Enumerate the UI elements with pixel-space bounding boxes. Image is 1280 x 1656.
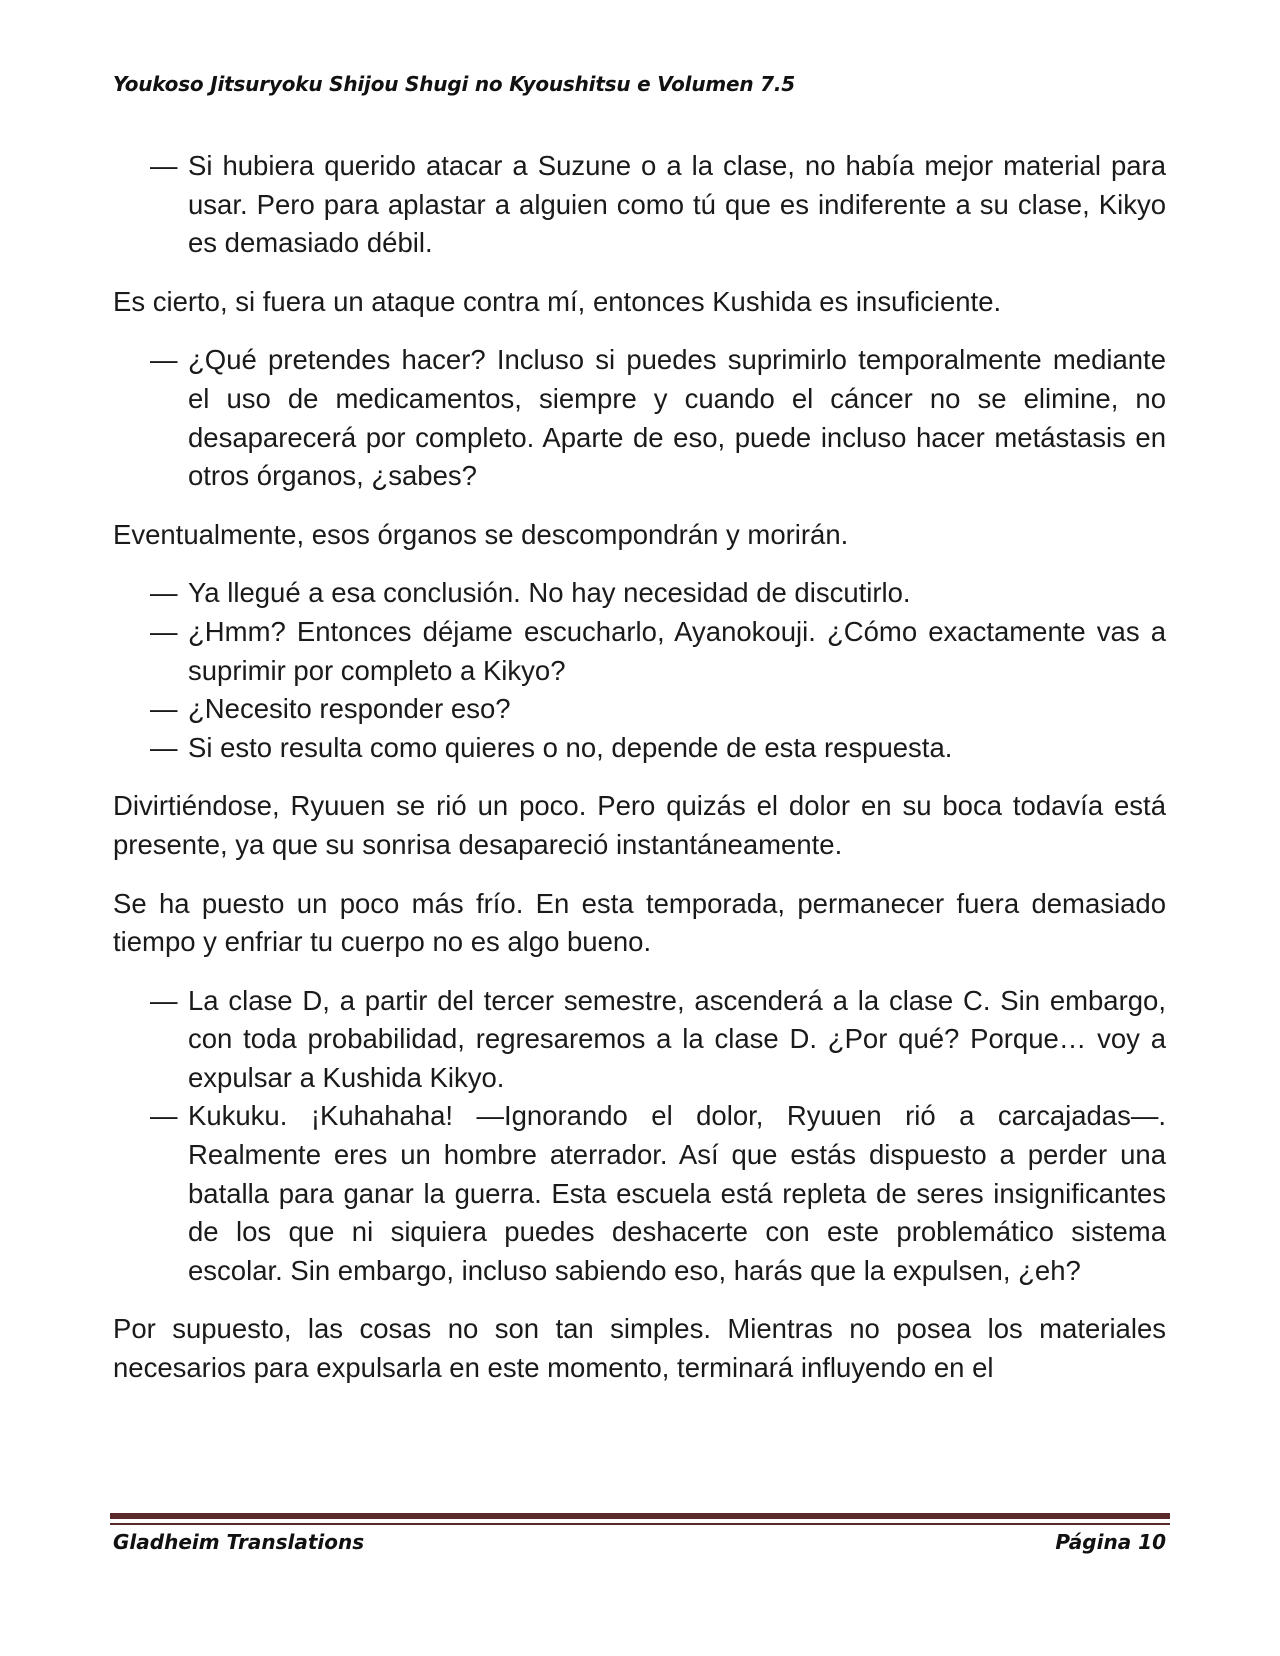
dialogue-text: La clase D, a partir del tercer semestre, ascenderá a la clase C. Sin embargo, con toda probabilidad, regresaremos a la clase D. ¿Por qué? Porque… voy a expulsar a Kushida Kikyo. (188, 984, 1166, 1093)
running-header: Youkoso Jitsuryoku Shijou Shugi no Kyoushitsu e Volumen 7.5 (113, 72, 795, 96)
dialogue-group (113, 341, 1166, 495)
dialogue-line (113, 574, 1166, 613)
dialogue-text: ¿Hmm? Entonces déjame escucharlo, Ayanokouji. ¿Cómo exactamente vas a suprimir por completo a Kikyo? (188, 615, 1166, 686)
em-dash: — (150, 1100, 178, 1132)
narration-paragraph: Por supuesto, las cosas no son tan simples. Mientras no posea los materiales necesarios para expulsarla en este momento, terminará influyendo en el (113, 1313, 1166, 1384)
dialogue-group (113, 147, 1166, 263)
dialogue-line (113, 729, 1166, 768)
footer-divider (110, 1513, 1170, 1519)
em-dash: — (150, 731, 178, 763)
em-dash: — (150, 344, 178, 376)
dialogue-line (113, 690, 1166, 729)
dialogue-line (113, 1097, 1166, 1290)
narration-paragraph: Se ha puesto un poco más frío. En esta temporada, permanecer fuera demasiado tiempo y enfriar tu cuerpo no es algo bueno. (113, 887, 1166, 958)
em-dash: — (150, 150, 178, 181)
dialogue-line (113, 982, 1166, 1098)
narration-paragraph: Eventualmente, esos órganos se descompondrán y morirán. (113, 518, 849, 550)
em-dash: — (150, 984, 178, 1016)
dialogue-text: Si esto resulta como quieres o no, depende de esta respuesta. (188, 731, 953, 763)
body-text (113, 147, 1166, 1408)
dialogue-line (113, 613, 1166, 690)
footer-divider-thin (110, 1523, 1170, 1525)
dialogue-text: ¿Qué pretendes hacer? Incluso si puedes suprimirlo temporalmente mediante el uso de medicamentos, siempre y cuando el cáncer no se elimine, no desaparecerá por completo. Aparte de eso, puede incluso hacer metástasis en otros órganos, ¿sabes? (188, 344, 1166, 492)
em-dash: — (150, 615, 178, 647)
dialogue-line (113, 147, 1166, 263)
em-dash: — (150, 577, 178, 609)
dialogue-text: Kukuku. ¡Kuhahaha! —Ignorando el dolor, Ryuuen rió a carcajadas—. Realmente eres un hombre aterrador. Así que estás dispuesto a perder una batalla para ganar la guerra. Esta escuela está repleta de seres insignificantes de los que ni siquiera puedes deshacerte con este problemático sistema escolar. Sin embargo, incluso sabiendo eso, harás que la expulsen, ¿eh? (188, 1100, 1166, 1286)
narration-paragraph: Divirtiéndose, Ryuuen se rió un poco. Pero quizás el dolor en su boca todavía está presente, ya que su sonrisa desapareció instantáneamente. (113, 790, 1166, 860)
narration-paragraph: Es cierto, si fuera un ataque contra mí, entonces Kushida es insuficiente. (113, 285, 1002, 317)
dialogue-text: Ya llegué a esa conclusión. No hay necesidad de discutirlo. (188, 577, 911, 609)
dialogue-group (113, 574, 1166, 767)
footer-credit: Gladheim Translations (113, 1530, 365, 1554)
dialogue-text: ¿Necesito responder eso? (188, 693, 511, 725)
em-dash: — (150, 693, 178, 725)
page-number: Página 10 (1055, 1530, 1166, 1554)
dialogue-line (113, 341, 1166, 495)
dialogue-group (113, 982, 1166, 1291)
dialogue-text: Si hubiera querido atacar a Suzune o a la clase, no había mejor material para usar. Pero para aplastar a alguien como tú que es indiferente a su clase, Kikyo es demasiado débil. (188, 150, 1166, 259)
